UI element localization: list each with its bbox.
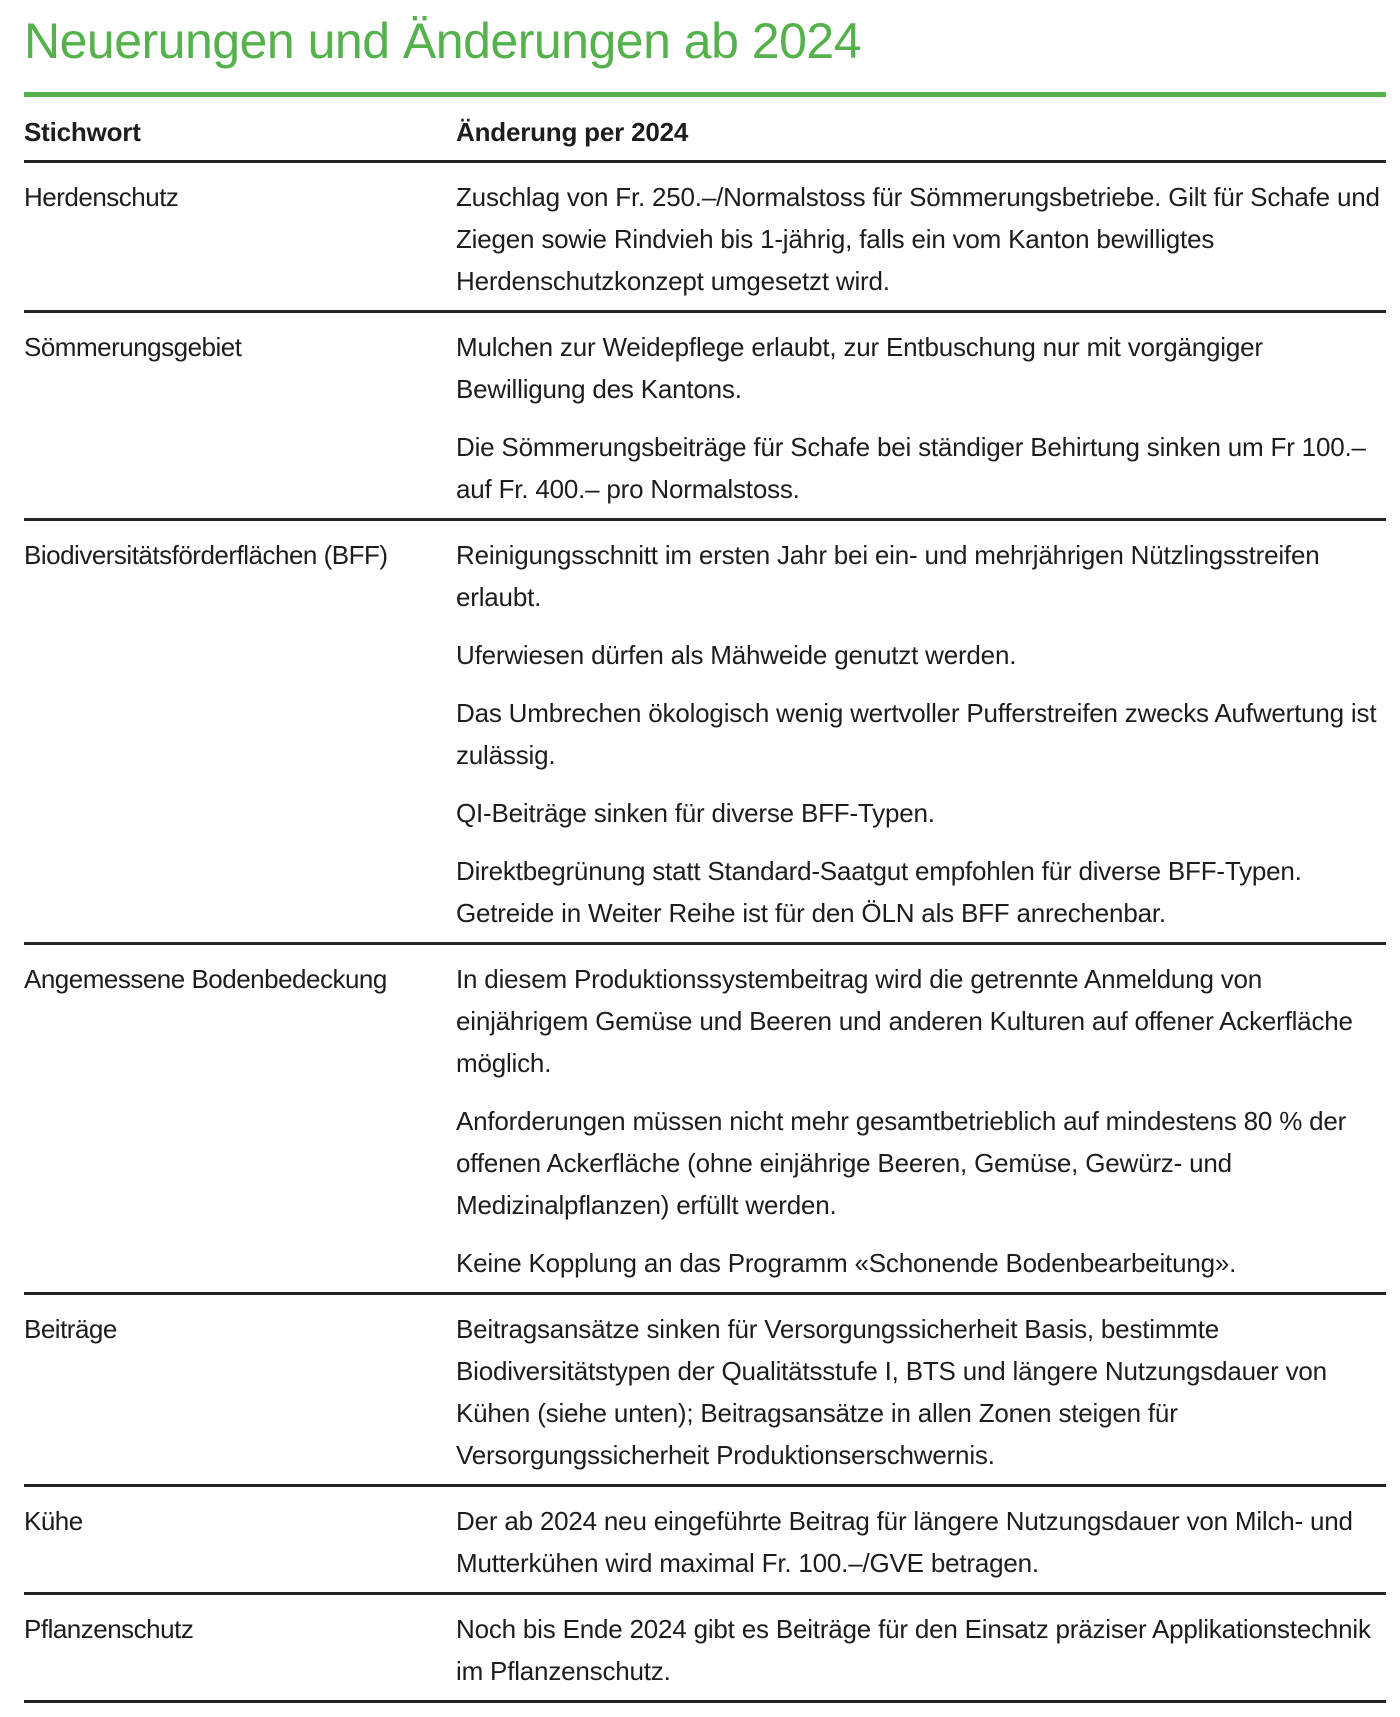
row-term: Sömmerungsgebiet — [24, 312, 456, 520]
table-row — [24, 944, 1386, 1294]
description-paragraph: Zuschlag von Fr. 250.–/Normalstoss für Sömmerungsbetriebe. Gilt für Schafe und Ziegen sowie Rindvieh bis 1-jährig, falls ein vom Kanton bewilligtes Herdenschutzkonzept umgesetzt wird. — [456, 182, 1380, 296]
description-paragraph: Mulchen zur Weidepflege erlaubt, zur Entbuschung nur mit vorgängiger Bewilligung des Kantons. — [456, 332, 1263, 404]
table-body — [24, 162, 1386, 1702]
description-paragraph: Uferwiesen dürfen als Mähweide genutzt werden. — [456, 640, 1017, 670]
changes-table — [24, 97, 1386, 1703]
row-description — [456, 944, 1386, 1294]
description-paragraph: Die Sömmerungsbeiträge für Schafe bei ständiger Behirtung sinken um Fr 100.–auf Fr. 400.– pro Normalstoss. — [456, 432, 1366, 504]
table-row — [24, 1594, 1386, 1702]
description-paragraph: Reinigungsschnitt im ersten Jahr bei ein- und mehrjährigen Nützlingsstreifen erlaubt. — [456, 540, 1320, 612]
table-header-row — [24, 97, 1386, 162]
description-paragraph: Noch bis Ende 2024 gibt es Beiträge für den Einsatz präziser Applikationstechnik im Pflanzenschutz. — [456, 1614, 1371, 1686]
description-paragraph: QI-Beiträge sinken für diverse BFF-Typen. — [456, 798, 935, 828]
row-term: Pflanzenschutz — [24, 1594, 456, 1702]
description-paragraph: Anforderungen müssen nicht mehr gesamtbetrieblich auf mindestens 80 % der offenen Ackerfläche (ohne einjährige Beeren, Gemüse, Gewürz- und Medizinalpflanzen) erfüllt werden. — [456, 1106, 1347, 1220]
column-header-aenderung-per-2024: Änderung per 2024 — [456, 97, 1386, 162]
row-description — [456, 1486, 1386, 1594]
row-term: Herdenschutz — [24, 162, 456, 312]
page-title: Neuerungen und Änderungen ab 2024 — [24, 13, 862, 69]
row-description — [456, 1594, 1386, 1702]
row-description — [456, 312, 1386, 520]
row-term: Biodiversitätsförderflächen (BFF) — [24, 520, 456, 944]
table-row — [24, 1294, 1386, 1486]
description-paragraph: Beitragsansätze sinken für Versorgungssicherheit Basis, bestimmte Biodiversitätstypen der Qualitätsstufe I, BTS und längere Nutzungsdauer von Kühen (siehe unten); Beitragsansätze in allen Zonen steigen für Versorgungssicherheit Produktionserschwernis. — [456, 1314, 1327, 1470]
row-term: Beiträge — [24, 1294, 456, 1486]
description-paragraph: Der ab 2024 neu eingeführte Beitrag für längere Nutzungsdauer von Milch- und Mutterkühen wird maximal Fr. 100.–/GVE betragen. — [456, 1506, 1353, 1578]
table-row — [24, 520, 1386, 944]
row-term: Angemessene Bodenbedeckung — [24, 944, 456, 1294]
description-paragraph: Keine Kopplung an das Programm «Schonende Bodenbearbeitung». — [456, 1248, 1237, 1278]
column-header-stichwort: Stichwort — [24, 97, 456, 162]
description-paragraph: In diesem Produktionssystembeitrag wird die getrennte Anmeldung von einjährigem Gemüse und Beeren und anderen Kulturen auf offener Ackerfläche möglich. — [456, 964, 1353, 1078]
row-description — [456, 1294, 1386, 1486]
row-description — [456, 520, 1386, 944]
row-description — [456, 162, 1386, 312]
description-paragraph: Direktbegrünung statt Standard-Saatgut empfohlen für diverse BFF-Typen. Getreide in Weiter Reihe ist für den ÖLN als BFF anrechenbar. — [456, 856, 1302, 928]
table-row — [24, 162, 1386, 312]
description-paragraph: Das Umbrechen ökologisch wenig wertvoller Pufferstreifen zwecks Aufwertung ist zulässig. — [456, 698, 1377, 770]
table-row — [24, 1486, 1386, 1594]
table-row — [24, 312, 1386, 520]
row-term: Kühe — [24, 1486, 456, 1594]
